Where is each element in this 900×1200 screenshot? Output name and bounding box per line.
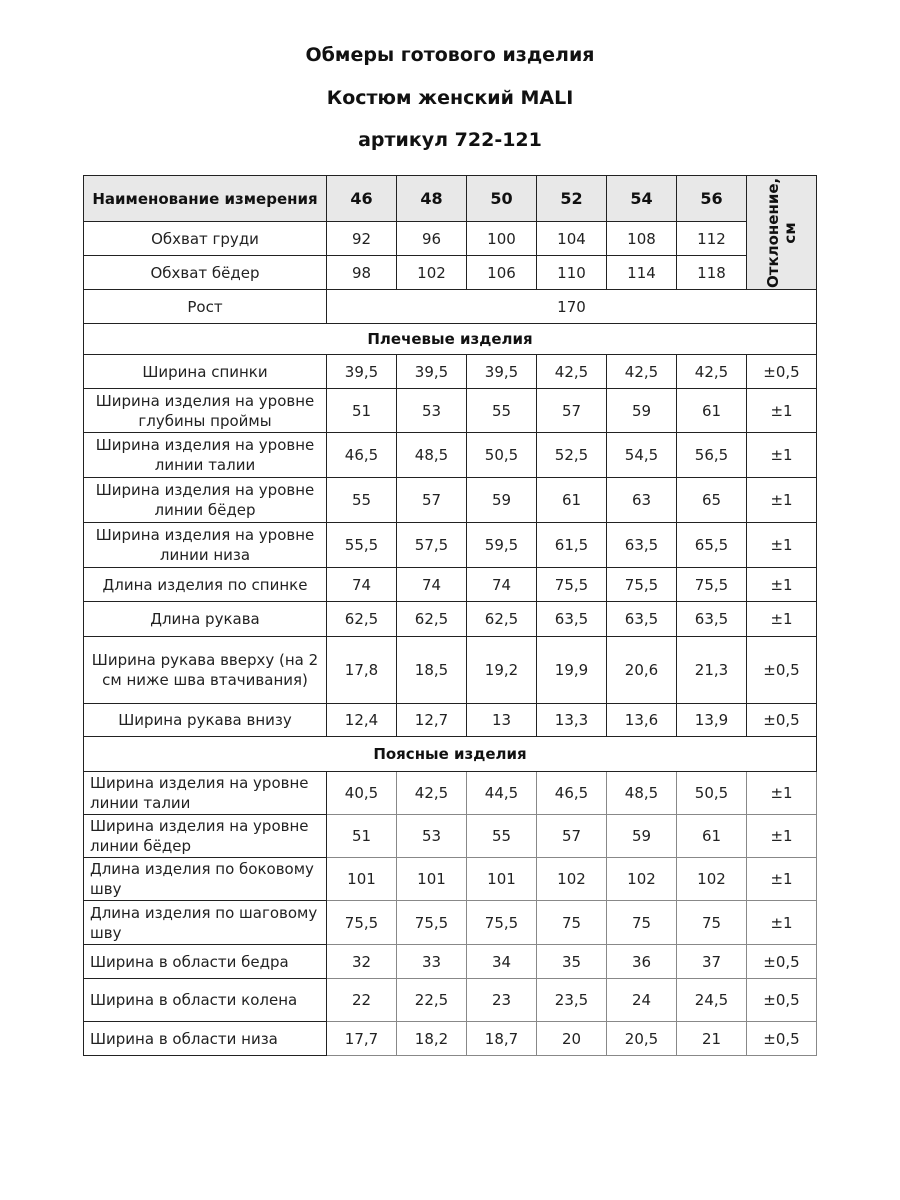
measurement-value: 39,5 — [397, 355, 467, 389]
measurement-value: 75 — [607, 901, 677, 945]
measurement-name: Ширина изделия на уровне линии талии — [84, 433, 327, 478]
measurement-value: 35 — [537, 945, 607, 979]
measurement-value: 13,9 — [677, 704, 747, 737]
measurement-value: 75 — [537, 901, 607, 945]
measurement-name: Ширина спинки — [84, 355, 327, 389]
measurement-value: 63,5 — [537, 602, 607, 637]
table-row — [84, 568, 817, 602]
measurement-value: 39,5 — [467, 355, 537, 389]
measurement-value: 19,9 — [537, 637, 607, 704]
waist-section — [84, 772, 817, 1056]
measurement-value: 65,5 — [677, 523, 747, 568]
tolerance-value: ±1 — [747, 901, 817, 945]
measurement-value: 57 — [537, 389, 607, 433]
deviation-header-label: Отклонение, см — [763, 177, 799, 288]
measurement-value: 53 — [397, 389, 467, 433]
measurement-value: 57,5 — [397, 523, 467, 568]
measurement-name: Рост — [84, 290, 327, 324]
measurement-value: 37 — [677, 945, 747, 979]
measurement-value: 74 — [467, 568, 537, 602]
upper-section — [84, 176, 817, 355]
measurement-value: 100 — [467, 222, 537, 256]
header-size-cell: 46 — [327, 176, 397, 222]
measurement-value: 21,3 — [677, 637, 747, 704]
measurement-name: Ширина рукава внизу — [84, 704, 327, 737]
table-row — [84, 858, 817, 901]
tolerance-value: ±1 — [747, 815, 817, 858]
tolerance-value: ±0,5 — [747, 704, 817, 737]
measurement-value: 62,5 — [327, 602, 397, 637]
height-value: 170 — [327, 290, 817, 324]
waist-section-header — [84, 737, 817, 772]
table-row — [84, 1022, 817, 1056]
tolerance-value: ±0,5 — [747, 979, 817, 1022]
header-name-cell: Наименование измерения — [84, 176, 327, 222]
measurement-value: 12,7 — [397, 704, 467, 737]
tolerance-value: ±1 — [747, 478, 817, 523]
measurement-name: Ширина изделия на уровне глубины проймы — [84, 389, 327, 433]
measurement-value: 98 — [327, 256, 397, 290]
section-header-row — [84, 737, 817, 772]
measurement-value: 40,5 — [327, 772, 397, 815]
measurement-value: 42,5 — [607, 355, 677, 389]
measurement-value: 75 — [677, 901, 747, 945]
measurement-value: 46,5 — [327, 433, 397, 478]
measurement-value: 59 — [607, 815, 677, 858]
tolerance-value: ±1 — [747, 602, 817, 637]
measurement-value: 12,4 — [327, 704, 397, 737]
measurement-value: 63,5 — [607, 523, 677, 568]
measurement-value: 74 — [397, 568, 467, 602]
table-row — [84, 523, 817, 568]
article-number: артикул 722-121 — [358, 129, 542, 151]
measurement-value: 102 — [607, 858, 677, 901]
measurement-value: 48,5 — [607, 772, 677, 815]
measurement-value: 63,5 — [607, 602, 677, 637]
measurement-value: 61,5 — [537, 523, 607, 568]
table-row — [84, 389, 817, 433]
measurement-value: 101 — [397, 858, 467, 901]
measurement-value: 101 — [467, 858, 537, 901]
table-row — [84, 704, 817, 737]
table-row — [84, 478, 817, 523]
measurement-value: 118 — [677, 256, 747, 290]
measurement-value: 96 — [397, 222, 467, 256]
measurement-value: 33 — [397, 945, 467, 979]
measurement-value: 44,5 — [467, 772, 537, 815]
measurement-value: 24,5 — [677, 979, 747, 1022]
product-name: Костюм женский MALI — [326, 87, 574, 109]
tolerance-value: ±1 — [747, 433, 817, 478]
measurement-name: Обхват груди — [84, 222, 327, 256]
measurement-value: 102 — [537, 858, 607, 901]
measurement-value: 57 — [537, 815, 607, 858]
tolerance-value: ±1 — [747, 858, 817, 901]
shoulder-section — [84, 355, 817, 737]
measurement-value: 50,5 — [467, 433, 537, 478]
measurement-name: Ширина рукава вверху (на 2 см ниже шва втачивания) — [84, 637, 327, 704]
table-row — [84, 602, 817, 637]
measurement-value: 13,6 — [607, 704, 677, 737]
header-size-cell: 50 — [467, 176, 537, 222]
measurement-value: 106 — [467, 256, 537, 290]
measurement-name: Ширина изделия на уровне линии талии — [84, 772, 327, 815]
measurement-value: 52,5 — [537, 433, 607, 478]
measurement-value: 23,5 — [537, 979, 607, 1022]
measurement-value: 36 — [607, 945, 677, 979]
measurement-value: 63 — [607, 478, 677, 523]
measurement-value: 55 — [467, 389, 537, 433]
table-row — [84, 637, 817, 704]
measurement-value: 74 — [327, 568, 397, 602]
measurement-name: Ширина изделия на уровне линии бёдер — [84, 815, 327, 858]
measurement-value: 20 — [537, 1022, 607, 1056]
measurement-name: Ширина в области бедра — [84, 945, 327, 979]
measurement-value: 61 — [677, 815, 747, 858]
header-row — [84, 176, 817, 222]
measurement-value: 59 — [467, 478, 537, 523]
measurement-value: 46,5 — [537, 772, 607, 815]
measurement-value: 18,2 — [397, 1022, 467, 1056]
header-size-cell: 52 — [537, 176, 607, 222]
measurement-value: 101 — [327, 858, 397, 901]
measurement-value: 55 — [467, 815, 537, 858]
header-size-cell: 56 — [677, 176, 747, 222]
measurement-value: 102 — [397, 256, 467, 290]
measurement-name: Ширина изделия на уровне линии низа — [84, 523, 327, 568]
table-row — [84, 901, 817, 945]
measurement-value: 75,5 — [397, 901, 467, 945]
table-row — [84, 772, 817, 815]
measurement-value: 13,3 — [537, 704, 607, 737]
measurement-value: 65 — [677, 478, 747, 523]
measurement-value: 18,7 — [467, 1022, 537, 1056]
measurement-value: 104 — [537, 222, 607, 256]
measurement-value: 32 — [327, 945, 397, 979]
table-row — [84, 222, 817, 256]
section-title-shoulder: Плечевые изделия — [84, 324, 817, 355]
measurement-value: 92 — [327, 222, 397, 256]
measurement-value: 114 — [607, 256, 677, 290]
measurement-value: 63,5 — [677, 602, 747, 637]
measurement-value: 20,5 — [607, 1022, 677, 1056]
section-header-row — [84, 324, 817, 355]
tolerance-value: ±1 — [747, 772, 817, 815]
measurement-value: 21 — [677, 1022, 747, 1056]
table-row — [84, 355, 817, 389]
measurements-table — [83, 175, 817, 1056]
measurement-value: 110 — [537, 256, 607, 290]
measurement-name: Длина изделия по шаговому шву — [84, 901, 327, 945]
table-row — [84, 945, 817, 979]
header-size-cell: 54 — [607, 176, 677, 222]
measurement-value: 75,5 — [607, 568, 677, 602]
measurement-name: Ширина в области колена — [84, 979, 327, 1022]
measurement-value: 75,5 — [537, 568, 607, 602]
table-row — [84, 979, 817, 1022]
measurement-value: 50,5 — [677, 772, 747, 815]
measurement-value: 108 — [607, 222, 677, 256]
measurement-name: Длина рукава — [84, 602, 327, 637]
measurement-value: 55,5 — [327, 523, 397, 568]
table-row — [84, 433, 817, 478]
measurement-value: 42,5 — [397, 772, 467, 815]
measurement-value: 62,5 — [397, 602, 467, 637]
measurement-value: 102 — [677, 858, 747, 901]
document-title: Обмеры готового изделия — [305, 44, 595, 66]
measurement-value: 112 — [677, 222, 747, 256]
measurement-value: 75,5 — [327, 901, 397, 945]
measurement-value: 42,5 — [677, 355, 747, 389]
measurement-name: Длина изделия по боковому шву — [84, 858, 327, 901]
tolerance-value: ±1 — [747, 568, 817, 602]
measurement-value: 23 — [467, 979, 537, 1022]
measurement-value: 48,5 — [397, 433, 467, 478]
measurement-value: 20,6 — [607, 637, 677, 704]
measurement-value: 56,5 — [677, 433, 747, 478]
measurement-value: 61 — [537, 478, 607, 523]
measurement-value: 42,5 — [537, 355, 607, 389]
measurement-value: 59 — [607, 389, 677, 433]
measurement-name: Ширина в области низа — [84, 1022, 327, 1056]
tolerance-value: ±1 — [747, 389, 817, 433]
height-row — [84, 290, 817, 324]
measurement-value: 17,8 — [327, 637, 397, 704]
section-title-waist: Поясные изделия — [84, 737, 817, 772]
measurement-value: 39,5 — [327, 355, 397, 389]
measurement-value: 57 — [397, 478, 467, 523]
measurement-value: 18,5 — [397, 637, 467, 704]
table-row — [84, 815, 817, 858]
tolerance-value: ±1 — [747, 523, 817, 568]
measurement-value: 17,7 — [327, 1022, 397, 1056]
tolerance-value: ±0,5 — [747, 1022, 817, 1056]
measurement-value: 61 — [677, 389, 747, 433]
measurement-value: 34 — [467, 945, 537, 979]
measurement-name: Длина изделия по спинке — [84, 568, 327, 602]
measurement-value: 22,5 — [397, 979, 467, 1022]
measurement-value: 22 — [327, 979, 397, 1022]
measurement-value: 13 — [467, 704, 537, 737]
measurement-value: 19,2 — [467, 637, 537, 704]
measurement-value: 59,5 — [467, 523, 537, 568]
header-size-cell: 48 — [397, 176, 467, 222]
tolerance-value: ±0,5 — [747, 637, 817, 704]
measurement-value: 24 — [607, 979, 677, 1022]
measurement-value: 75,5 — [467, 901, 537, 945]
tolerance-value: ±0,5 — [747, 945, 817, 979]
measurement-value: 55 — [327, 478, 397, 523]
measurement-value: 53 — [397, 815, 467, 858]
table-row — [84, 256, 817, 290]
measurement-value: 51 — [327, 815, 397, 858]
measurement-value: 62,5 — [467, 602, 537, 637]
measurement-value: 54,5 — [607, 433, 677, 478]
measurement-name: Обхват бёдер — [84, 256, 327, 290]
measurement-value: 75,5 — [677, 568, 747, 602]
measurement-value: 51 — [327, 389, 397, 433]
tolerance-value: ±0,5 — [747, 355, 817, 389]
deviation-header-cell — [747, 176, 817, 290]
measurement-name: Ширина изделия на уровне линии бёдер — [84, 478, 327, 523]
